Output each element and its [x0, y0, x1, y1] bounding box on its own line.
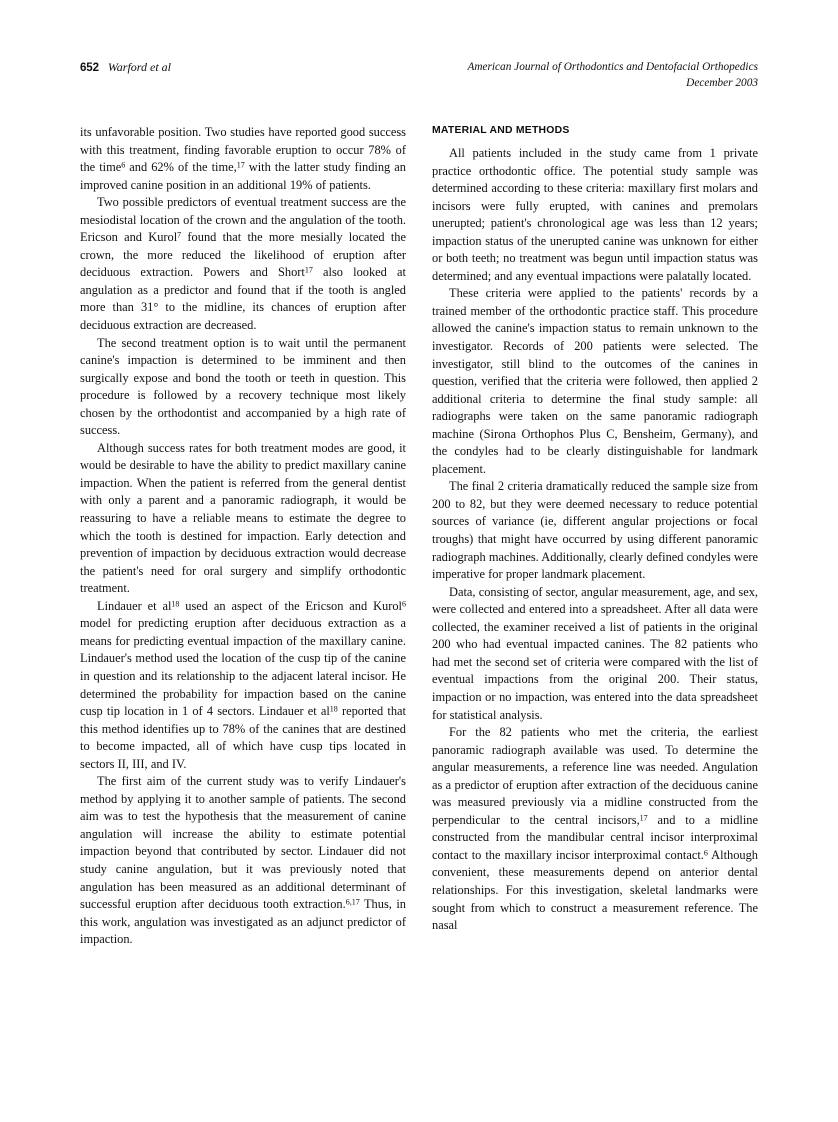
- reference-superscript: 6: [703, 848, 708, 858]
- reference-superscript: 17: [639, 813, 648, 823]
- journal-title: American Journal of Orthodontics and Dentofacial Orthopedics: [467, 61, 758, 73]
- body-paragraph: These criteria were applied to the patients' records by a trained member of the orthodontic practice staff. This procedure allowed the canine's impaction status to remain unknown to the investigator. Records of 200 patients were selected. The investigator, still blind to the outcomes of the canines in question, verified that the criteria were followed, then applied 2 additional criteria to determine the final study sample: all radiographs were taken on the same panoramic radiograph machine (Sirona Orthophos Plus C, Bensheim, Germany), and the condyles had to be clearly distinguishable for landmark placement.: [432, 286, 758, 476]
- body-paragraph: Data, consisting of sector, angular measurement, age, and sex, were collected and entered into a spreadsheet. After all data were collected, the examiner received a list of patients in the original 200 who had eventual impacted canines. The 82 patients who had met the second set of criteria were compared with the list of eventual impactions from the original 200. Their status, impaction or no impaction, was entered into the data spreadsheet for statistical analysis.: [432, 584, 758, 722]
- reference-superscript: 6: [401, 599, 406, 609]
- reference-superscript: 6: [121, 160, 126, 170]
- column-right: [432, 124, 758, 935]
- body-paragraph: its unfavorable position. Two studies have reported good success with this treatment, finding favorable eruption to occur 78% of the time$^6$ and 62% of the time,$^{17}$ with the latter study finding an improved canine position in an additional 19% of patients.: [80, 125, 406, 192]
- body-paragraph: For the 82 patients who met the criteria, the earliest panoramic radiograph available was used. To determine the angular measurements, a reference line was needed. Angulation as a predictor of eruption after extraction of the deciduous canine was measured previously via a midline constructed from the perpendicular to the central incisors,$^{17}$ and to a midline constructed from the mandibular central incisor interproximal contact to the maxillary incisor interproximal contact.$^6$ Although convenient, these measurements depend on anterior dental relationships. For this investigation, skeletal landmarks were sought from which to construct a measurement reference. The nasal: [432, 725, 758, 933]
- header-authors: Warford et al: [107, 60, 172, 74]
- header-right: [467, 60, 758, 91]
- reference-superscript: 18: [329, 704, 338, 714]
- reference-superscript: 17: [236, 160, 245, 170]
- left-column-paragraphs: [80, 124, 406, 949]
- body-paragraph: The final 2 criteria dramatically reduced the sample size from 200 to 82, but they were deemed necessary to reduce potential sources of variance (ie, different angular projections or focal troughs) that might have occurred by using different panoramic radiograph machines. Additionally, clearly defined condyles were imperative for proper landmark placement.: [432, 479, 758, 582]
- body-paragraph: Lindauer et $al^{18}$ used an aspect of the Ericson and Kurol$^6$ model for predicting eruption after deciduous extraction as a means for predicting eventual impaction of the maxillary canine. Lindauer's method used the location of the cusp tip of the canine in question and its relationship to the adjacent lateral incisor. He determined the probability for impaction based on the canine cusp tip location in 1 of 4 sectors. Lindauer et $al^{18}$ reported that this method identifies up to 78% of the canines that are destined to become impacted, all of which have cusp tips located in sectors II, III, and IV.: [80, 598, 406, 771]
- body-paragraph: The second treatment option is to wait until the permanent canine's impaction is determined to be imminent and then surgically expose and bond the tooth or teeth in question. This procedure is followed by a recovery technique most likely chosen by the orthodontist and accompanied by a high rate of success.: [80, 335, 406, 438]
- column-left: [80, 124, 406, 949]
- body-paragraph: The first aim of the current study was to verify Lindauer's method by applying it to another sample of patients. The second aim was to test the hypothesis that the measurement of canine angulation will increase the ability to estimate potential impaction beyond that contributed by sector. Lindauer did not study canine angulation, but it was previously noted that angulation has been measured as an additional determinant of successful eruption after deciduous tooth extraction.$^{6,17}$ Thus, in this work, angulation was investigated as an adjunct predictor of impaction.: [80, 774, 406, 947]
- body-paragraph: Although success rates for both treatment modes are good, it would be desirable to have the ability to predict maxillary canine impaction. When the patient is referred from the general dentist with only a parent and a panoramic radiograph, it would be reassuring to have a reliable means to estimate the degree to which the tooth is destined for impaction. Early detection and prevention of impaction by deciduous extraction would decrease the patient's need for oral surgery and simplify orthodontic treatment.: [80, 440, 406, 596]
- running-header: [80, 60, 758, 100]
- reference-superscript: 6,17: [345, 897, 360, 907]
- right-column-paragraphs: [432, 145, 758, 935]
- header-left: [80, 60, 171, 76]
- reference-superscript: 18: [171, 599, 180, 609]
- section-heading-material-and-methods: MATERIAL AND METHODS: [432, 125, 570, 136]
- journal-issue-date: December 2003: [686, 76, 758, 89]
- body-paragraph: All patients included in the study came from 1 private practice orthodontic office. The potential study sample was determined according to these criteria: maxillary first molars and incisors were fully erupted, with canines and premolars unerupted; patient's chronological age was less than 12 years; impaction status of the unerupted canine was unknown for either or both teeth; no treatment was begun until impaction status was determined; and any eventual impactions were palatally located.: [432, 146, 758, 283]
- body-paragraph: Two possible predictors of eventual treatment success are the mesiodistal location of the crown and the angulation of the tooth. Ericson and Kurol$^7$ found that the more mesially located the crown, the more reduced the likelihood of eruption after deciduous extraction. Powers and Short$^{17}$ also looked at angulation as a predictor and found that if the tooth is angled more than 31° to the midline, its chances of eruption after deciduous extraction are decreased.: [80, 195, 406, 333]
- reference-superscript: 7: [177, 230, 182, 240]
- page-number: 652: [80, 62, 99, 74]
- reference-superscript: 17: [304, 266, 313, 276]
